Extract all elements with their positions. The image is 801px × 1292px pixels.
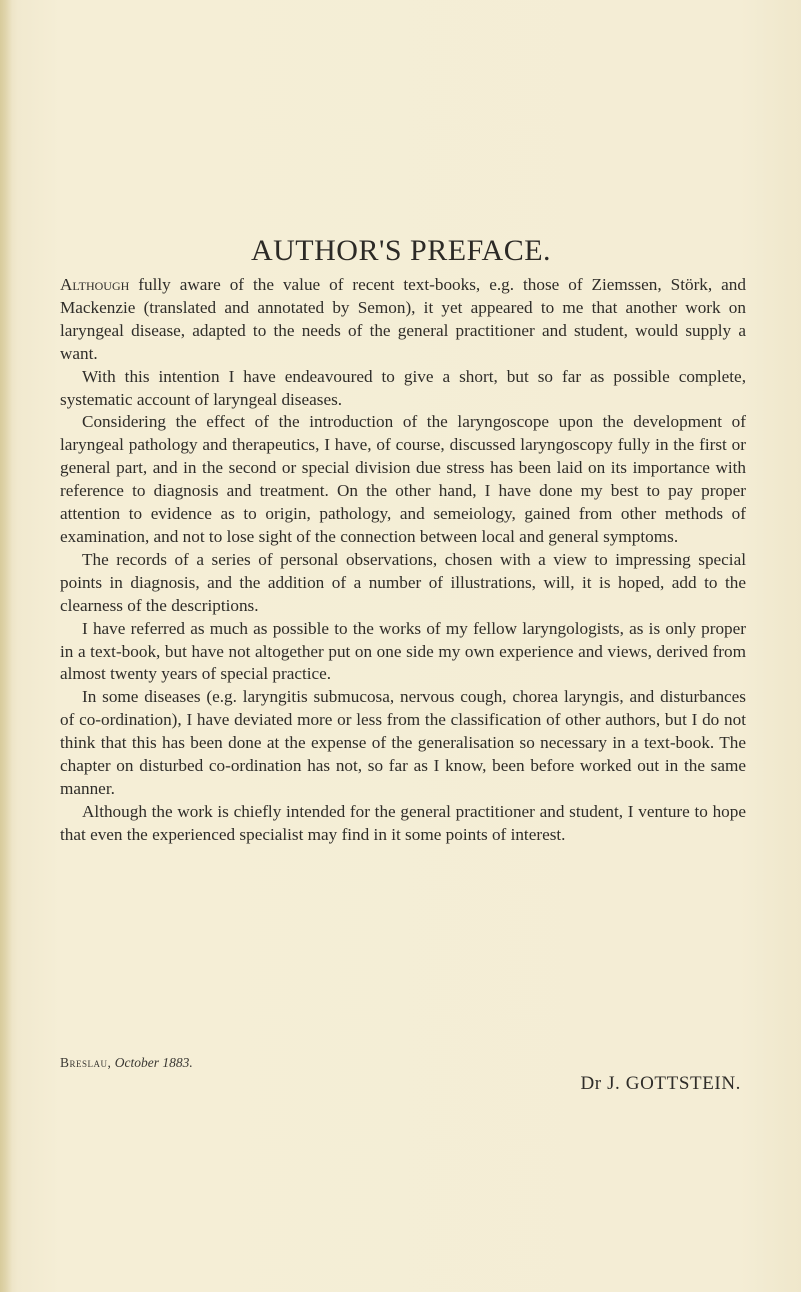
- preface-body: [60, 274, 746, 847]
- page-spine-shadow: [0, 0, 12, 1292]
- paragraph-5: I have referred as much as possible to the works of my fellow laryngologists, as is only proper in a text-book, but have not altogether put on one side my own experience and views, derived from almost twenty years of special practice.: [60, 618, 746, 684]
- paragraph-4: The records of a series of personal observations, chosen with a view to impressing special points in diagnosis, and the addition of a number of illustrations, will, it is hoped, add to the clearness of the descriptions.: [60, 549, 746, 615]
- paragraph-1: [60, 274, 746, 366]
- page-title: AUTHOR'S PREFACE.: [250, 234, 552, 267]
- paragraph-7: Although the work is chiefly intended for the general practitioner and student, I venture to hope that even the experienced specialist may find in it some points of interest.: [60, 801, 746, 844]
- dateline: [60, 1054, 193, 1072]
- dateline-place: Breslau,: [60, 1055, 112, 1070]
- paragraph-6: In some diseases (e.g. laryngitis submucosa, nervous cough, chorea laryngis, and disturbances of co-ordination), I have deviated more or less from the classification of other authors, but I do not think that this has been done at the expense of the generalisation so necessary in a text-book. The chapter on disturbed co-ordination has not, so far as I know, been before worked out in the same manner.: [60, 687, 746, 798]
- paragraph-1-text: fully aware of the value of recent text-books, e.g. those of Ziemssen, Störk, and Mackenzie (translated and annotated by Semon), it yet appeared to me that another work on laryngeal disease, adapted to the needs of the general practitioner and student, would supply a want.: [60, 275, 746, 363]
- author-signature: Dr J. GOTTSTEIN.: [580, 1073, 741, 1094]
- paragraph-3: Considering the effect of the introduction of the laryngoscope upon the development of laryngeal pathology and therapeutics, I have, of course, discussed laryngoscopy fully in the first or general part, and in the second or special division due stress has been laid on its importance with reference to diagnosis and treatment. On the other hand, I have done my best to pay proper attention to evidence as to origin, pathology, and semeiology, gained from other methods of examination, and not to lose sight of the connection between local and general symptoms.: [60, 412, 746, 546]
- dateline-date: October 1883.: [114, 1055, 193, 1070]
- paragraph-2: With this intention I have endeavoured to give a short, but so far as possible complete, systematic account of laryngeal diseases.: [60, 366, 746, 409]
- paragraph-1-lead: Although: [60, 275, 130, 294]
